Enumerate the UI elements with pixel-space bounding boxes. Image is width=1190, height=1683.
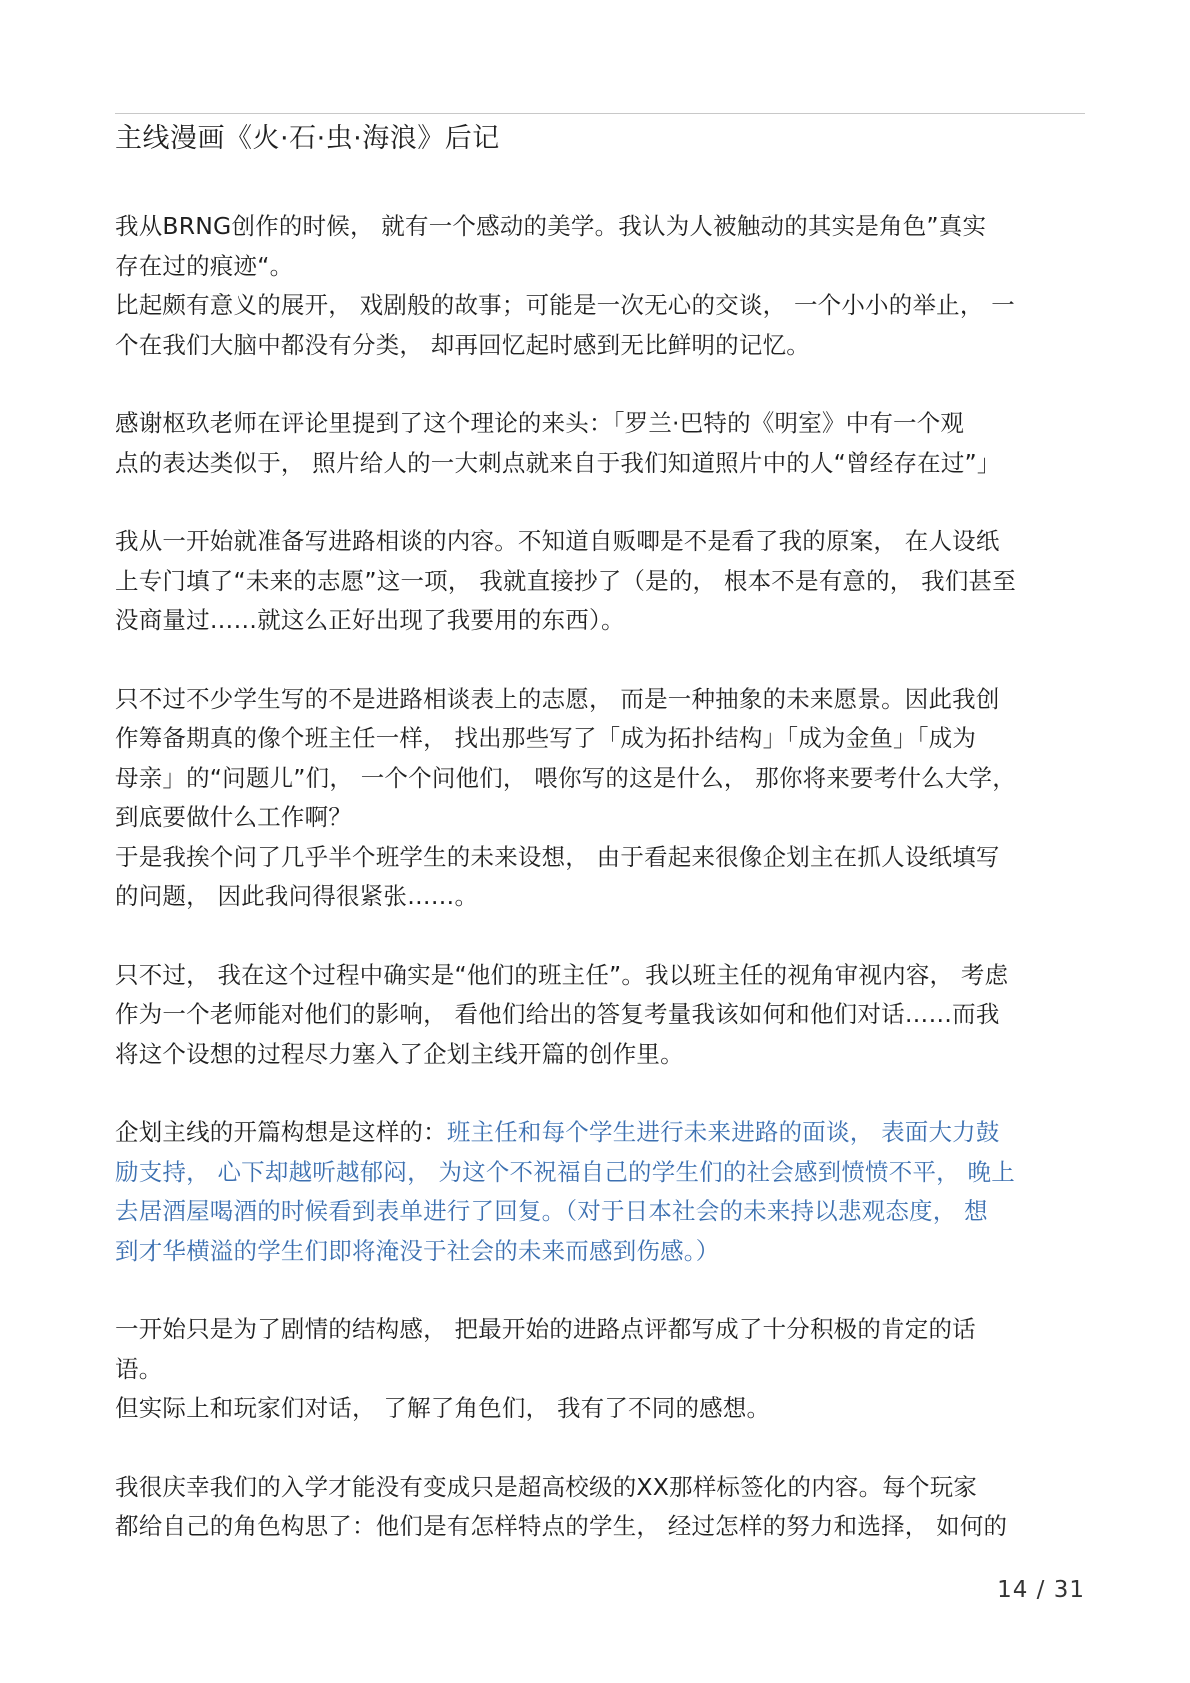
text-segment: 个在我们大脑中都没有分类， 却再回忆起时感到无比鲜明的记忆。 [115, 330, 810, 359]
text-line [115, 247, 1085, 287]
header-divider [115, 113, 1085, 114]
text-line [115, 1350, 1085, 1390]
text-segment: 作筹备期真的像个班主任一样， 找出那些写了「成为拓扑结构」「成为金鱼」「成为 [115, 724, 977, 752]
text-segment: 感谢枢玖老师在评论里提到了这个理论的来头：「罗兰·巴特的《明室》中有一个观 [115, 409, 965, 437]
paragraph [115, 1468, 1085, 1547]
text-line [115, 1507, 1085, 1547]
paragraph [115, 1113, 1085, 1271]
text-line [115, 838, 1085, 878]
text-line [115, 995, 1085, 1035]
highlighted-text: 去居酒屋喝酒的时候看到表单进行了回复。（对于日本社会的未来持以悲观态度， 想 [115, 1197, 988, 1225]
highlighted-text: 到才华横溢的学生们即将淹没于社会的未来而感到伤感。） [115, 1236, 720, 1265]
text-line [115, 680, 1085, 720]
text-line [115, 719, 1085, 759]
text-line [115, 601, 1085, 641]
text-segment: 企划主线的开篇构想是这样的： [115, 1118, 447, 1146]
highlighted-text: 励支持， 心下却越听越郁闷， 为这个不祝福自己的学生们的社会感到愤愤不平， 晚上 [115, 1157, 1015, 1186]
paragraph [115, 404, 1085, 483]
text-segment: 上专门填了“未来的志愿”这一项， 我就直接抄了（是的， 根本不是有意的， 我们甚至 [115, 566, 1016, 595]
text-line [115, 1153, 1085, 1193]
text-line [115, 1310, 1085, 1350]
text-segment: 一开始只是为了剧情的结构感， 把最开始的进路点评都写成了十分积极的肯定的话 [115, 1315, 976, 1343]
text-segment: 到底要做什么工作啊？ [115, 803, 352, 831]
text-line [115, 522, 1085, 562]
paragraph [115, 522, 1085, 641]
text-segment: 母亲」的“问题儿”们， 一个个问他们， 喂你写的这是什么， 那你将来要考什么大学， [115, 763, 1016, 792]
document-page [115, 0, 1085, 1683]
text-segment: 将这个设想的过程尽力塞入了企划主线开篇的创作里。 [115, 1039, 684, 1068]
text-segment: 语。 [115, 1354, 163, 1383]
text-line [115, 1232, 1085, 1272]
text-segment: 存在过的痕迹“。 [115, 251, 294, 280]
text-line [115, 1389, 1085, 1429]
text-line [115, 1035, 1085, 1075]
highlighted-text: 班主任和每个学生进行未来进路的面谈， 表面大力鼓 [446, 1118, 1000, 1146]
text-segment: 都给自己的角色构思了：他们是有怎样特点的学生， 经过怎样的努力和选择， 如何的 [115, 1512, 1008, 1540]
text-segment: 只不过， 我在这个过程中确实是“他们的班主任”。我以班主任的视角审视内容， 考虑 [115, 960, 1009, 989]
document-body [115, 207, 1085, 1586]
text-segment: 的问题， 因此我问得很紧张……。 [115, 882, 479, 910]
page-number: 14 / 31 [997, 1577, 1085, 1603]
text-segment: 我很庆幸我们的入学才能没有变成只是超高校级的XX那样标签化的内容。每个玩家 [115, 1472, 978, 1501]
text-segment: 于是我挨个问了几乎半个班学生的未来设想， 由于看起来很像企划主在抓人设纸填写 [115, 842, 1000, 871]
paragraph [115, 956, 1085, 1075]
text-line [115, 207, 1085, 247]
text-segment: 作为一个老师能对他们的影响， 看他们给出的答复考量我该如何和他们对话……而我 [115, 1000, 1000, 1028]
text-line [115, 1113, 1085, 1153]
text-line [115, 759, 1085, 799]
text-segment: 只不过不少学生写的不是进路相谈表上的志愿， 而是一种抽象的未来愿景。因此我创 [115, 684, 1000, 713]
document-title: 主线漫画《火·石·虫·海浪》后记 [115, 123, 500, 154]
text-line [115, 1468, 1085, 1508]
text-line [115, 798, 1085, 838]
text-line [115, 877, 1085, 917]
text-segment: 没商量过……就这么正好出现了我要用的东西）。 [115, 606, 625, 634]
text-line [115, 326, 1085, 366]
text-segment: 但实际上和玩家们对话， 了解了角色们， 我有了不同的感想。 [115, 1394, 771, 1422]
text-line [115, 1192, 1085, 1232]
text-segment: 点的表达类似于， 照片给人的一大刺点就来自于我们知道照片中的人“曾经存在过”」 [115, 448, 1001, 477]
text-line [115, 562, 1085, 602]
text-line [115, 956, 1085, 996]
text-segment: 比起颇有意义的展开， 戏剧般的故事；可能是一次无心的交谈， 一个小小的举止， 一 [115, 291, 1015, 319]
text-line [115, 286, 1085, 326]
paragraph [115, 680, 1085, 917]
text-segment: 我从一开始就准备写进路相谈的内容。不知道自贩唧是不是看了我的原案， 在人设纸 [115, 527, 1000, 555]
paragraph [115, 207, 1085, 365]
text-segment: 我从BRNG创作的时候， 就有一个感动的美学。我认为人被触动的其实是角色”真实 [115, 212, 987, 240]
text-line [115, 444, 1085, 484]
paragraph [115, 1310, 1085, 1429]
text-line [115, 404, 1085, 444]
